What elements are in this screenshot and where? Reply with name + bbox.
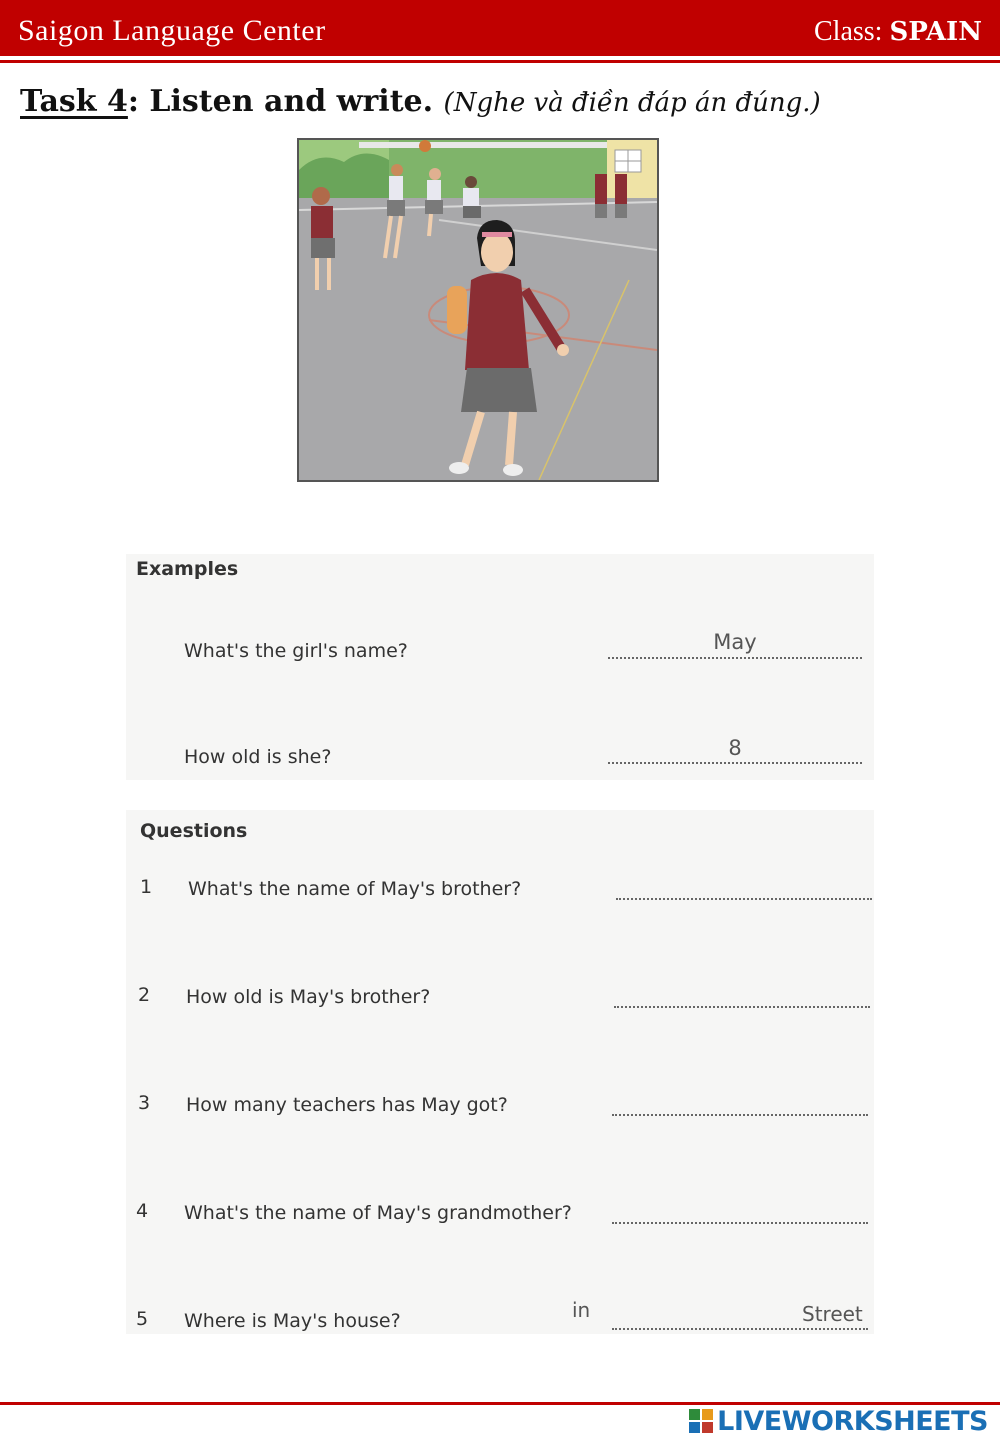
answer-line-5 — [612, 1328, 868, 1330]
questions-panel — [126, 810, 874, 1334]
schoolyard-drawing — [299, 140, 657, 480]
example-question-2: How old is she? — [184, 746, 332, 768]
class-name: SPAIN — [889, 17, 982, 47]
header-bar — [0, 0, 1000, 56]
liveworksheets-brand[interactable] — [689, 1405, 988, 1437]
header-divider — [0, 60, 1000, 63]
center-name: Saigon Language Center — [18, 14, 326, 47]
question-text-3: How many teachers has May got? — [186, 1094, 508, 1116]
example-question-1: What's the girl's name? — [184, 640, 408, 662]
question-text-4: What's the name of May's grandmother? — [184, 1202, 572, 1224]
example-answer-line-2 — [608, 762, 862, 764]
question-text-1: What's the name of May's brother? — [188, 878, 522, 900]
answer-line-4 — [612, 1222, 868, 1224]
answer-prefix-5: in — [572, 1298, 591, 1322]
task-instruction-vi: (Nghe và điền đáp án đúng.) — [443, 88, 821, 118]
task-heading: Listen and write. — [149, 84, 434, 119]
schoolyard-illustration — [297, 138, 659, 482]
answer-line-2 — [614, 1006, 870, 1008]
questions-heading: Questions — [140, 820, 248, 842]
task-separator: : — [127, 84, 139, 119]
examples-panel — [126, 554, 874, 780]
liveworksheets-logo-icon — [689, 1409, 713, 1433]
answer-line-3 — [612, 1114, 868, 1116]
examples-heading: Examples — [136, 558, 239, 580]
question-number-3: 3 — [138, 1092, 151, 1114]
question-text-2: How old is May's brother? — [186, 986, 431, 1008]
question-number-4: 4 — [136, 1200, 149, 1222]
class-label — [814, 16, 982, 48]
answer-field-5[interactable] — [612, 1304, 796, 1330]
answer-suffix-5: Street — [802, 1302, 863, 1326]
question-number-2: 2 — [138, 984, 151, 1006]
question-number-1: 1 — [140, 876, 153, 898]
question-number-5: 5 — [136, 1308, 149, 1330]
example-answer-1: May — [713, 630, 757, 654]
task-title — [20, 84, 821, 119]
example-answer-2: 8 — [728, 736, 742, 760]
example-answer-line-1 — [608, 657, 862, 659]
task-number: Task 4 — [20, 84, 128, 119]
answer-line-1 — [616, 898, 872, 900]
brand-name: LIVEWORKSHEETS — [717, 1405, 988, 1437]
question-text-5: Where is May's house? — [184, 1310, 401, 1332]
class-prefix: Class: — [813, 16, 883, 47]
